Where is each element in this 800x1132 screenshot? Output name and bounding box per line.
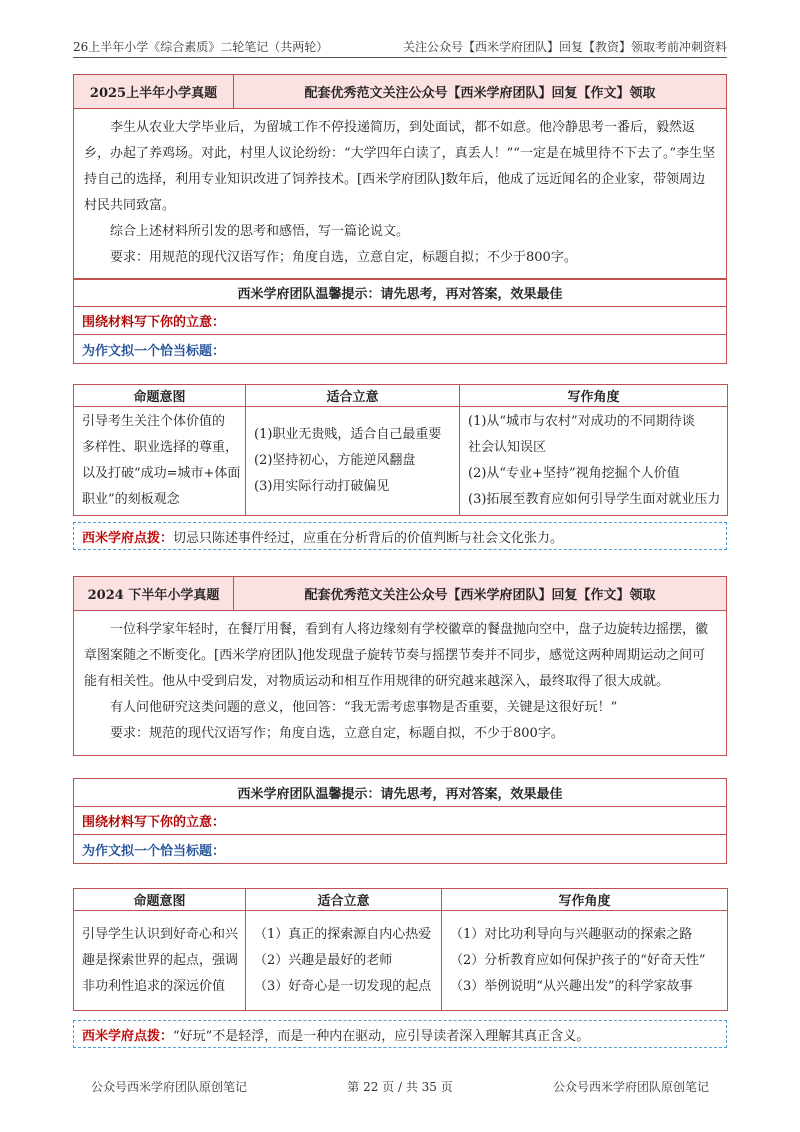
question-paragraph: 有人问他研究这类问题的意义，他回答：“我无需考虑事物是否重要，关键是这很好玩！”	[110, 700, 618, 715]
header-left: 26上半年小学《综合素质》二轮笔记（共两轮）	[73, 40, 329, 54]
col-header-intent: 命题意图	[74, 889, 246, 911]
tip-box-1	[73, 278, 727, 364]
question-paragraph: 李生从农业大学毕业后，为留城工作不停投递简历，到处面试，都不如意。他冷静思考一番后，毅然返乡，办起了养鸡场。对此，村里人议论纷纷：“大学四年白读了，真丢人！”“一定是在城里待不下去了。”李生坚持自己的选择，利用专业知识改进了饲养技术。[西米学府团队]数年后，他成了远近闻名的企业家，带领周边村民共同致富。	[84, 120, 716, 213]
note-label: 西米学府点拨：	[82, 1028, 174, 1044]
question-label: 2025上半年小学真题	[74, 75, 234, 108]
angles-cell: （1）对比功利导向与兴趣驱动的探索之路 （2）分析教育应如何保护孩子的“好奇天性” （3）举例说明“从兴趣出发”的科学家故事	[442, 911, 728, 1011]
idea-prompt[interactable]: 围绕材料写下你的立意：	[74, 307, 726, 335]
question-paragraph: 要求：用规范的现代汉语写作；角度自选，立意自定，标题自拟；不少于800字。	[110, 250, 577, 265]
analysis-table-2	[73, 888, 728, 1011]
page-number: 第 22 页 / 共 35 页	[347, 1080, 453, 1094]
col-header-angles: 写作角度	[460, 385, 728, 407]
ideas-cell: (1)职业无贵贱，适合自己最重要 (2)坚持初心，方能逆风翻盘 (3)用实际行动打破偏见	[246, 407, 460, 516]
col-header-intent: 命题意图	[74, 385, 246, 407]
idea-prompt[interactable]: 围绕材料写下你的立意：	[74, 807, 726, 835]
angles-cell: (1)从“城市与农村”对成功的不同期待谈 社会认知误区 (2)从“专业+坚持”视角挖掘个人价值 (3)拓展至教育应如何引导学生面对就业压力	[460, 407, 728, 516]
question-label: 2024 下半年小学真题	[74, 577, 234, 610]
tip-note-1	[73, 522, 727, 550]
question-ref: 配套优秀范文关注公众号【西米学府团队】回复【作文】领取	[304, 588, 656, 603]
question-ref: 配套优秀范文关注公众号【西米学府团队】回复【作文】领取	[304, 86, 656, 101]
analysis-table-1	[73, 384, 728, 516]
question-paragraph: 要求：规范的现代汉语写作；角度自选，立意自定，标题自拟，不少于800字。	[110, 726, 564, 741]
tip-box-2	[73, 778, 727, 864]
question-box-2025	[73, 74, 727, 280]
intent-cell: 引导学生认识到好奇心和兴 趣是探索世界的起点，强调 非功利性追求的深远价值	[74, 911, 246, 1011]
col-header-ideas: 适合立意	[246, 889, 442, 911]
intent-cell: 引导考生关注个体价值的 多样性、职业选择的尊重， 以及打破“成功=城市+体面 职业”的刻板观念	[74, 407, 246, 516]
col-header-angles: 写作角度	[442, 889, 728, 911]
note-text: 切忌只陈述事件经过，应重在分析背后的价值判断与社会文化张力。	[173, 530, 564, 546]
note-text: “好玩”不是轻浮，而是一种内在驱动，应引导读者深入理解其真正含义。	[173, 1028, 590, 1044]
note-label: 西米学府点拨：	[82, 530, 174, 546]
title-prompt[interactable]: 为作文拟一个恰当标题：	[82, 343, 226, 359]
col-header-ideas: 适合立意	[246, 385, 460, 407]
tip-title: 西米学府团队温馨提示：请先思考，再对答案，效果最佳	[74, 279, 726, 307]
tip-title: 西米学府团队温馨提示：请先思考，再对答案，效果最佳	[74, 779, 726, 807]
footer-left: 公众号西米学府团队原创笔记	[91, 1080, 248, 1094]
page-header	[73, 34, 727, 58]
tip-note-2	[73, 1020, 727, 1048]
ideas-cell: （1）真正的探索源自内心热爱 （2）兴趣是最好的老师 （3）好奇心是一切发现的起点	[246, 911, 442, 1011]
header-right: 关注公众号【西米学府团队】回复【教资】领取考前冲刺资料	[402, 40, 727, 54]
title-prompt[interactable]: 为作文拟一个恰当标题：	[82, 843, 226, 859]
question-paragraph: 综合上述材料所引发的思考和感悟，写一篇论说文。	[110, 224, 410, 239]
footer-right: 公众号西米学府团队原创笔记	[552, 1080, 709, 1094]
question-box-2024	[73, 576, 727, 756]
question-paragraph: 一位科学家年轻时，在餐厅用餐，看到有人将边缘刻有学校徽章的餐盘抛向空中，盘子边旋转边摇摆，徽章图案随之不断变化。[西米学府团队]他发现盘子旋转节奏与摇摆节奏并不同步，感觉这两种周期运动之间可能有相关性。他从中受到启发，对物质运动和相互作用规律的研究越来越深入，最终取得了很大成就。	[84, 622, 709, 689]
